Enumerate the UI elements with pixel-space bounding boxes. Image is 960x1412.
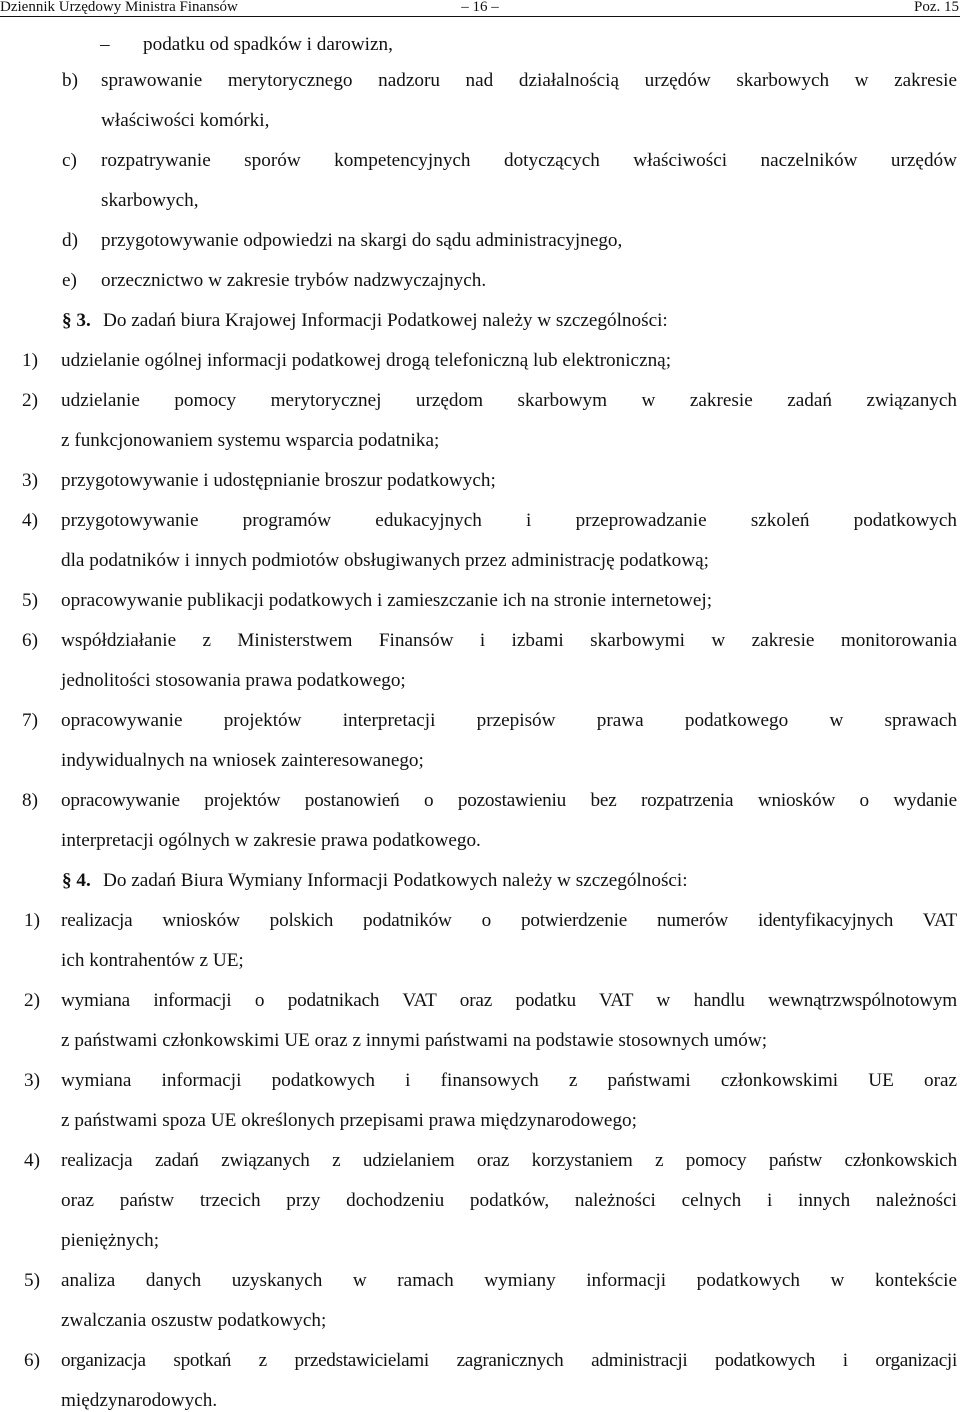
list-marker: 5) (22, 590, 38, 611)
list-item-text: międzynarodowych. (61, 1390, 218, 1411)
paragraph-number: § 3. (62, 310, 91, 331)
list-item-text: przygotowywanie programów edukacyjnych i przeprowadzanie szkoleń podatkowych (61, 510, 957, 531)
list-item-text: opracowywanie publikacji podatkowych i zamieszczanie ich na stronie internetowej; (61, 590, 713, 611)
list-marker: 5) (24, 1270, 40, 1291)
list-item-text: opracowywanie projektów interpretacji przepisów prawa podatkowego w sprawach (61, 710, 957, 731)
paragraph-text: Do zadań Biura Wymiany Informacji Podatkowych należy w szczególności: (103, 870, 688, 891)
list-item-text: realizacja wniosków polskich podatników o potwierdzenie numerów identyfikacyjnych VAT (61, 910, 957, 931)
list-marker: b) (62, 70, 78, 91)
list-marker: 3) (22, 470, 38, 491)
list-item-text: wymiana informacji podatkowych i finansowych z państwami członkowskimi UE oraz (61, 1070, 957, 1091)
list-item-text: skarbowych, (101, 190, 199, 211)
list-item-text: ich kontrahentów z UE; (61, 950, 244, 971)
list-item-text: dla podatników i innych podmiotów obsługiwanych przez administrację podatkową; (61, 550, 709, 571)
list-marker: 1) (22, 350, 38, 371)
list-item-text: przygotowywanie odpowiedzi na skargi do sądu administracyjnego, (101, 230, 623, 251)
page-header (0, 0, 960, 17)
list-marker: 1) (24, 910, 40, 931)
list-marker: 6) (22, 630, 38, 651)
list-item-text: pieniężnych; (61, 1230, 160, 1251)
list-marker: 7) (22, 710, 38, 731)
list-marker: 4) (24, 1150, 40, 1171)
list-item-text: z państwami spoza UE określonych przepisami prawa międzynarodowego; (61, 1110, 637, 1131)
list-item-text: rozpatrywanie sporów kompetencyjnych dotyczących właściwości naczelników urzędów (101, 150, 957, 171)
list-marker: c) (62, 150, 77, 171)
list-item-text: analiza danych uzyskanych w ramach wymiany informacji podatkowych w kontekście (61, 1270, 957, 1291)
list-item-text: zwalczania oszustw podatkowych; (61, 1310, 327, 1331)
list-marker: e) (62, 270, 77, 291)
position-number: Poz. 15 (914, 0, 959, 15)
list-marker: d) (62, 230, 78, 251)
list-item-text: udzielanie pomocy merytorycznej urzędom skarbowym w zakresie zadań związanych (61, 390, 957, 411)
list-item-text: sprawowanie merytorycznego nadzoru nad działalnością urzędów skarbowych w zakresie (101, 70, 957, 91)
paragraph-number: § 4. (62, 870, 91, 891)
list-marker: 3) (24, 1070, 40, 1091)
list-item-text: jednolitości stosowania prawa podatkowego; (61, 670, 406, 691)
list-marker: 4) (22, 510, 38, 531)
list-item-text: indywidualnych na wniosek zainteresowanego; (61, 750, 424, 771)
page-number: – 16 – (461, 0, 499, 15)
list-item-text: orzecznictwo w zakresie trybów nadzwyczajnych. (101, 270, 487, 291)
list-item-text: właściwości komórki, (101, 110, 270, 131)
list-item-text: udzielanie ogólnej informacji podatkowej drogą telefoniczną lub elektroniczną; (61, 350, 672, 371)
list-item-text: organizacja spotkań z przedstawicielami zagranicznych administracji podatkowych i organizacji (61, 1350, 957, 1371)
journal-title: Dziennik Urzędowy Ministra Finansów (0, 0, 238, 15)
list-item-text: interpretacji ogólnych w zakresie prawa podatkowego. (61, 830, 481, 851)
list-marker: 2) (24, 990, 40, 1011)
list-item-text: przygotowywanie i udostępnianie broszur podatkowych; (61, 470, 496, 491)
list-item-text: z funkcjonowaniem systemu wsparcia podatnika; (61, 430, 440, 451)
list-marker: 6) (24, 1350, 40, 1371)
list-item-text: podatku od spadków i darowizn, (143, 34, 393, 55)
list-marker: – (100, 34, 110, 55)
list-item-text: współdziałanie z Ministerstwem Finansów i izbami skarbowymi w zakresie monitorowania (61, 630, 957, 651)
list-item-text: z państwami członkowskimi UE oraz z innymi państwami na podstawie stosownych umów; (61, 1030, 768, 1051)
list-item-text: wymiana informacji o podatnikach VAT oraz podatku VAT w handlu wewnątrzwspólnotowym (61, 990, 957, 1011)
list-item-text: oraz państw trzecich przy dochodzeniu podatków, należności celnych i innych należności (61, 1190, 957, 1211)
list-marker: 2) (22, 390, 38, 411)
list-item-text: realizacja zadań związanych z udzielaniem oraz korzystaniem z pomocy państw członkowskich (61, 1150, 957, 1171)
paragraph-text: Do zadań biura Krajowej Informacji Podatkowej należy w szczególności: (103, 310, 668, 331)
header-rule (0, 16, 960, 17)
list-item-text: opracowywanie projektów postanowień o pozostawieniu bez rozpatrzenia wniosków o wydanie (61, 790, 957, 811)
list-marker: 8) (22, 790, 38, 811)
